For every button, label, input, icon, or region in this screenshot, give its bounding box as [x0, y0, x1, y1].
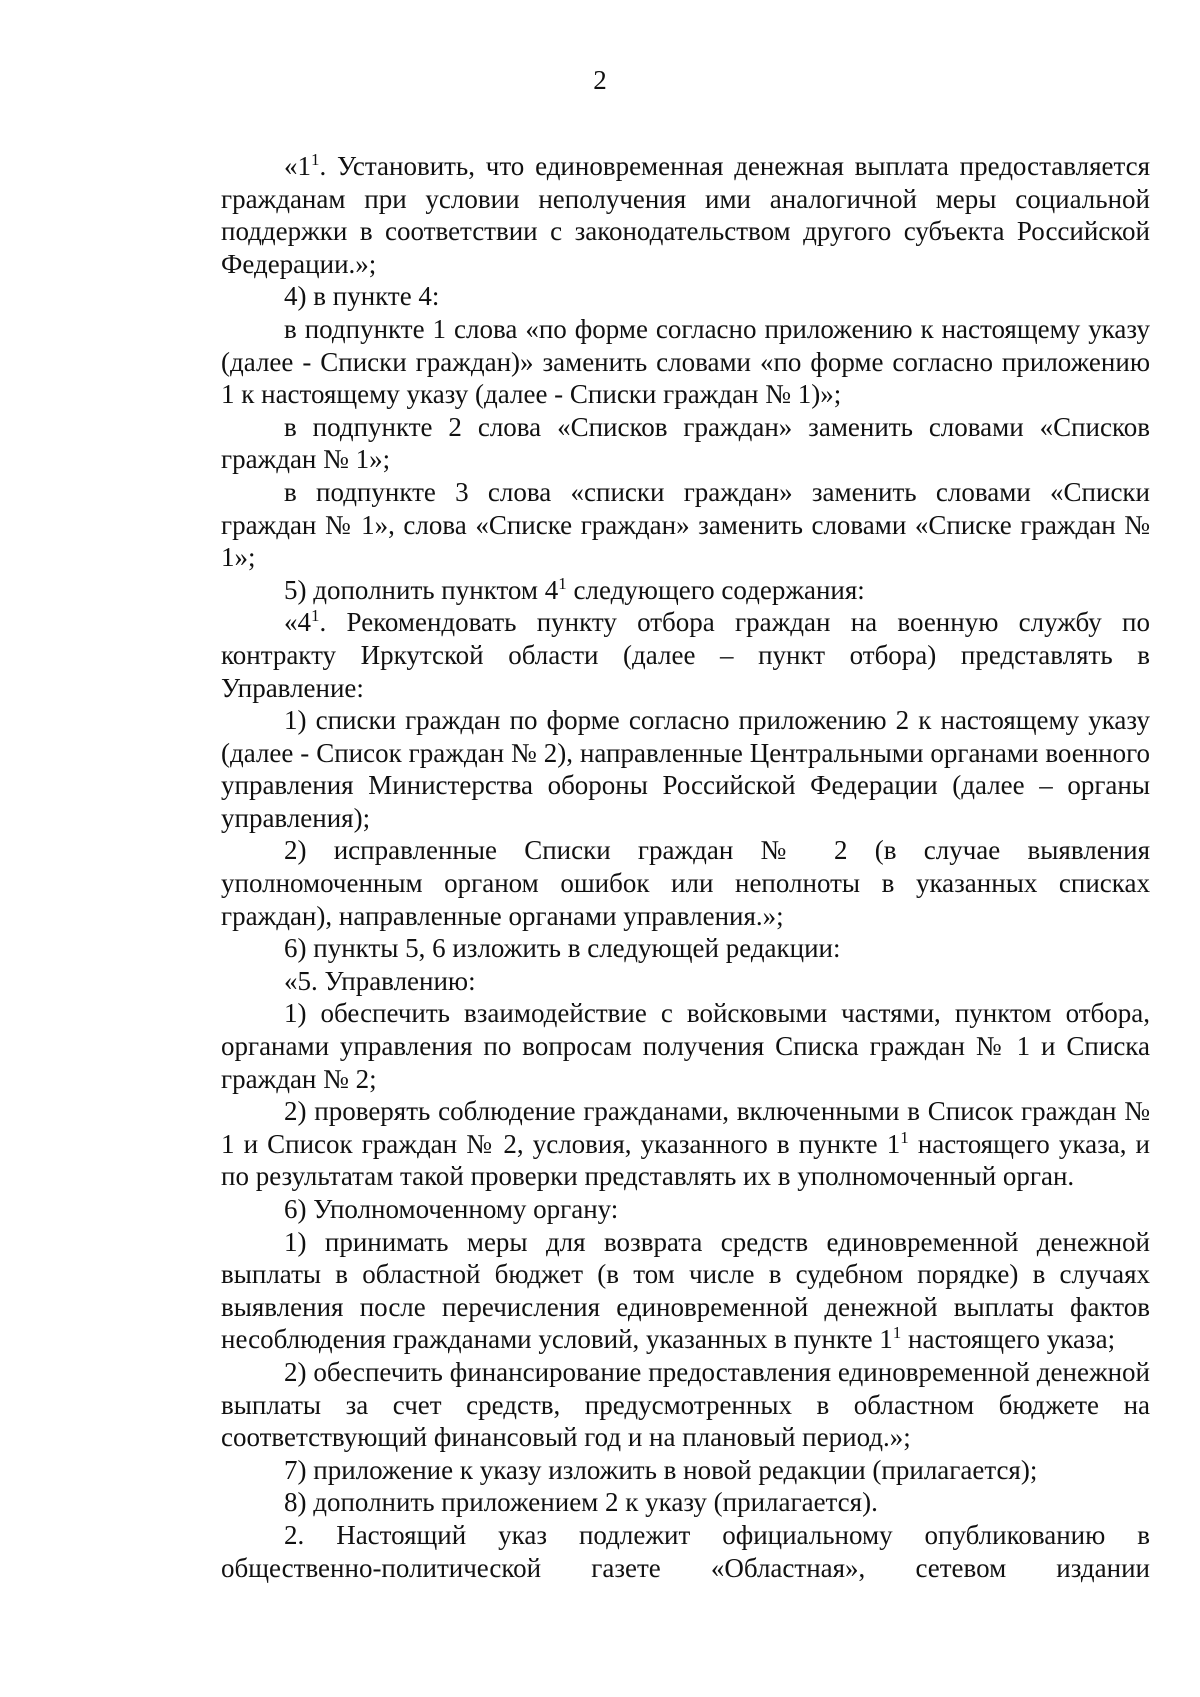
text-run: 2. Настоящий указ подлежит официальному опубликованию в общественно-политической газете «Областная», сетевом издании — [221, 1519, 1150, 1583]
text-run: 6) Уполномоченному органу: — [284, 1194, 619, 1224]
text-run: «5. Управлению: — [284, 965, 476, 996]
paragraph-corrected-lists — [221, 834, 1150, 932]
paragraph-subitem-2 — [221, 411, 1150, 476]
text-run: 4) в пункте 4: — [284, 281, 440, 312]
paragraph-1-1-amendment — [221, 150, 1150, 280]
text-run: «1 — [284, 151, 311, 181]
text-run: 1) обеспечить взаимодействие с войсковыми частями, пунктом отбора, органами управления по вопросам получения Списка граждан № 1 и Списка граждан № 2; — [221, 998, 1150, 1094]
paragraph-publication — [221, 1519, 1150, 1584]
paragraph-item-5 — [221, 574, 1150, 607]
paragraph-lists-of-citizens — [221, 704, 1150, 834]
text-run: 6) пункты 5, 6 изложить в следующей редакции: — [284, 933, 841, 964]
document-body — [221, 150, 1150, 1584]
paragraph-subitem-1 — [221, 313, 1150, 411]
text-run: в подпункте 2 слова «Списков граждан» заменить словами «Списков граждан № 1»; — [221, 411, 1150, 475]
superscript: 1 — [900, 1127, 909, 1147]
paragraph-item-4 — [221, 280, 1150, 313]
superscript: 1 — [311, 606, 320, 626]
paragraph-item-6 — [221, 932, 1150, 965]
page-number: 2 — [593, 65, 607, 95]
superscript: 1 — [311, 150, 320, 169]
text-run: . Установить, что единовременная денежная выплата предоставляется гражданам при условии неполучения ими аналогичной меры социальной поддержки в соответствии с законодательством другого субъекта Российской Федерации.»; — [221, 151, 1150, 279]
paragraph-return-funds — [221, 1226, 1150, 1356]
text-run: 7) приложение к указу изложить в новой редакции (прилагается); — [284, 1454, 1038, 1485]
paragraph-4-1-amendment — [221, 606, 1150, 704]
text-run: в подпункте 1 слова «по форме согласно приложению к настоящему указу (далее - Списки граждан)» заменить словами «по форме согласно приложению 1 к настоящему указу (далее - Списки граждан № 1)»; — [221, 313, 1150, 410]
paragraph-financing — [221, 1356, 1150, 1454]
text-run: . Рекомендовать пункту отбора граждан на военную службу по контракту Иркутской области (далее – пункт отбора) представлять в Управление: — [221, 607, 1150, 703]
text-run: 8) дополнить приложением 2 к указу (прилагается). — [284, 1487, 878, 1518]
paragraph-item-8 — [221, 1486, 1150, 1519]
text-run: «4 — [284, 607, 311, 638]
text-run: 5) дополнить пунктом 4 — [284, 574, 559, 605]
superscript: 1 — [558, 573, 567, 593]
text-run: 2) обеспечить финансирование предоставления единовременной денежной выплаты за счет средств, предусмотренных в областном бюджете на соответствующий финансовый год и на плановый период.»; — [221, 1356, 1150, 1453]
paragraph-item-7 — [221, 1454, 1150, 1487]
paragraph-5-directorate — [221, 965, 1150, 998]
superscript: 1 — [892, 1323, 902, 1343]
text-run: настоящего указа; — [901, 1324, 1116, 1355]
paragraph-ensure-interaction — [221, 997, 1150, 1095]
text-run: в подпункте 3 слова «списки граждан» заменить словами «Списки граждан № 1», слова «Списке граждан» заменить словами «Списке граждан № 1»; — [221, 476, 1150, 573]
text-run: 2) проверять соблюдение гражданами, включенными в Список граждан № 1 и Список граждан № 2, условия, указанного в пункте 1 — [221, 1096, 1150, 1159]
paragraph-6-authorized-body — [221, 1193, 1150, 1226]
paragraph-subitem-3 — [221, 476, 1150, 574]
text-run: 2) исправленные Списки граждан № 2 (в случае выявления уполномоченным органом ошибок или неполноты в указанных списках граждан), направленные органами управления.»; — [221, 835, 1150, 931]
text-run: 1) списки граждан по форме согласно приложению 2 к настоящему указу (далее - Список граждан № 2), направленные Центральными органами военного управления Министерства обороны Российской Федерации (далее – органы управления); — [221, 705, 1150, 833]
text-run: 1) принимать меры для возврата средств единовременной денежной выплаты в областной бюджет (в том числе в судебном порядке) в случаях выявления после перечисления единовременной денежной выплаты фактов несоблюдения гражданами условий, указанных в пункте 1 — [221, 1226, 1150, 1355]
text-run: настоящего указа, и по результатам такой проверки представлять их в уполномоченный орган. — [221, 1128, 1151, 1192]
text-run: следующего содержания: — [566, 574, 865, 605]
paragraph-verify-compliance — [221, 1095, 1150, 1193]
